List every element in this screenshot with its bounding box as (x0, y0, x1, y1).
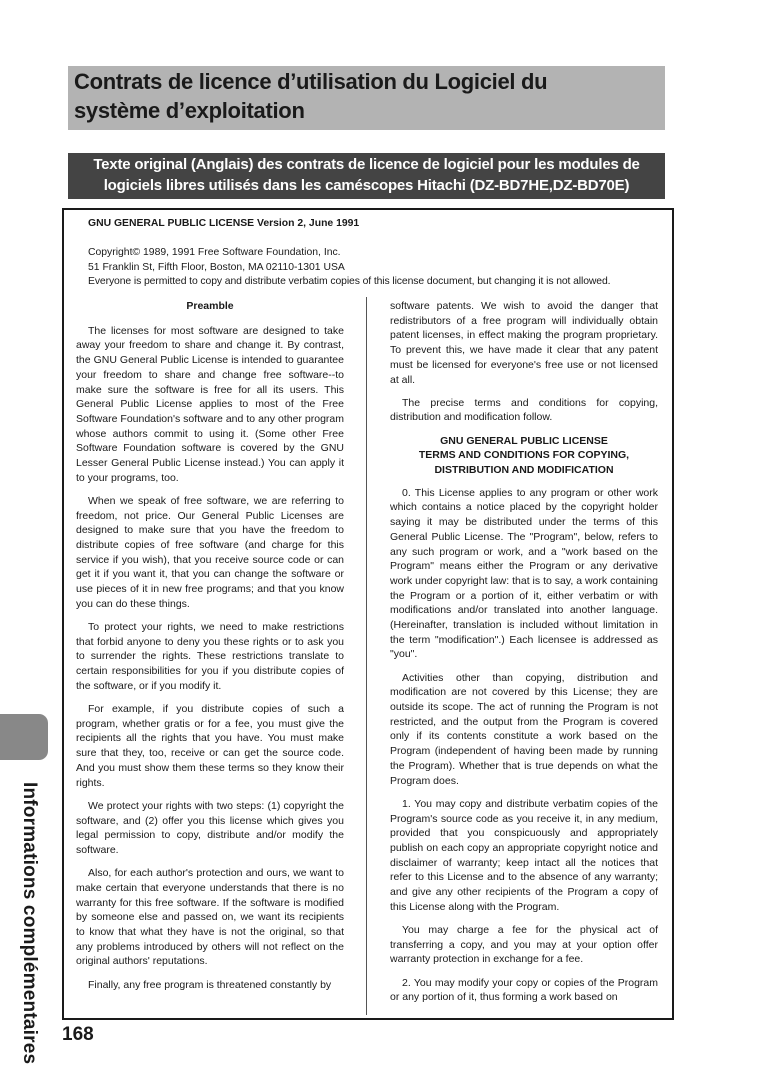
license-notice: Everyone is permitted to copy and distribute verbatim copies of this license document, but changing it is not allowed. (88, 276, 611, 287)
preamble-paragraph: To protect your rights, we need to make restrictions that forbid anyone to deny you these rights or to ask you to surrender the rights. These restrictions translate to certain responsibilities for you if you distribute copies of the software, or if you modify it. (76, 621, 344, 692)
terms-heading-line-3: DISTRIBUTION AND MODIFICATION (434, 464, 614, 477)
terms-paragraph: 2. You may modify your copy or copies of the Program or any portion of it, thus forming a work based on (390, 976, 658, 1004)
preamble-paragraph: When we speak of free software, we are referring to freedom, not price. Our General Public Licenses are designed to make sure that you have the freedom to distribute copies of free software (and charge for this service if you wish), that you receive source code or can get it if you want it, that you can change the software or use pieces of it in new free programs; and that you know you can do these things. (76, 494, 344, 610)
terms-paragraph: 0. This License applies to any program or other work which contains a notice placed by the copyright holder saying it may be distributed under the terms of this General Public License. The "Program", below, refers to any such program or work, and a "work based on the Program" means either the Program or any derivative work under copyright law: that is to say, a work containing the Program or a portion of it, either verbatim or with modifications and/or translated into another language. (Hereinafter, translation is included without limitation in the term "modification".) Each licensee is addressed as "you". (390, 486, 658, 661)
page-title (68, 66, 665, 130)
page-subtitle-line-2: logiciels libres utilisés dans les caméscopes Hitachi (DZ-BD7HE,DZ-BD70E) (103, 177, 630, 194)
page-subtitle-line-1: Texte original (Anglais) des contrats de licence de logiciel pour les modules de (93, 156, 640, 173)
terms-heading-line-2: TERMS AND CONDITIONS FOR COPYING, (418, 449, 630, 462)
terms-paragraph: Activities other than copying, distribution and modification are not covered by this License; they are outside its scope. The act of running the Program is not restricted, and the output from the Program is covered only if its contents constitute a work based on the Program (independent of having been made by running the Program). Whether that is true depends on what the Program does. (390, 671, 658, 787)
column-divider (366, 297, 367, 1015)
page-title-line-1: Contrats de licence d’utilisation du Logiciel du (74, 69, 548, 94)
preamble-paragraph: The precise terms and conditions for copying, distribution and modification follow. (390, 396, 658, 424)
page-number: 168 (62, 1024, 94, 1045)
preamble-paragraph: Also, for each author's protection and ours, we want to make certain that everyone understands that there is no warranty for this free software. If the software is modified by someone else and passed on, we want its recipients to know that what they have is not the original, so that any problems introduced by others will not reflect on the original authors' reputations. (76, 867, 344, 968)
terms-heading-line-1: GNU GENERAL PUBLIC LICENSE (440, 434, 608, 447)
preamble-title: Preamble (186, 300, 234, 312)
page-subtitle (68, 153, 665, 199)
preamble-continuation: software patents. We wish to avoid the danger that redistributors of a free program will individually obtain patent licenses, in effect making the program proprietary. To prevent this, we have made it clear that any patent must be licensed for everyone's free use or not licensed at all. (390, 300, 658, 386)
terms-paragraph: You may charge a fee for the physical act of transferring a copy, and you may at your option offer warranty protection in exchange for a fee. (390, 923, 658, 966)
preamble-paragraph: We protect your rights with two steps: (1) copyright the software, and (2) offer you this license which gives you legal permission to copy, distribute and/or modify the software. (76, 799, 344, 856)
left-column (76, 299, 344, 1001)
section-label: Informations complémentaires (19, 782, 40, 1065)
license-copyright: Copyright© 1989, 1991 Free Software Foundation, Inc. (88, 247, 341, 258)
preamble-paragraph: The licenses for most software are designed to take away your freedom to share and change it. By contrast, the GNU General Public License is intended to guarantee your freedom to share and change free software--to make sure the software is free for all its users. This General Public License applies to most of the Free Software Foundation's software and to any other program whose authors commit to using it. (Some other Free Software Foundation software is covered by the GNU Lesser General Public License instead.) You can apply it to your programs, too. (76, 324, 344, 484)
preamble-paragraph: For example, if you distribute copies of such a program, whether gratis or for a fee, you must give the recipients all the rights that you have. You must make sure that they, too, receive or can get the source code. And you must show them these terms so they know their rights. (76, 703, 344, 789)
page-title-line-2: système d’exploitation (74, 98, 305, 123)
right-column (390, 299, 658, 1013)
terms-heading (390, 434, 658, 478)
terms-paragraph: 1. You may copy and distribute verbatim copies of the Program's source code as you receive it, in any medium, provided that you conspicuously and appropriately publish on each copy an appropriate copyright notice and disclaimer of warranty; keep intact all the notices that refer to this License and to the absence of any warranty; and give any other recipients of the Program a copy of this License along with the Program. (390, 797, 658, 913)
section-tab-marker (0, 714, 48, 760)
license-address: 51 Franklin St, Fifth Floor, Boston, MA 02110-1301 USA (88, 262, 345, 273)
license-heading: GNU GENERAL PUBLIC LICENSE Version 2, June 1991 (88, 218, 360, 229)
preamble-paragraph: Finally, any free program is threatened constantly by (88, 978, 332, 991)
